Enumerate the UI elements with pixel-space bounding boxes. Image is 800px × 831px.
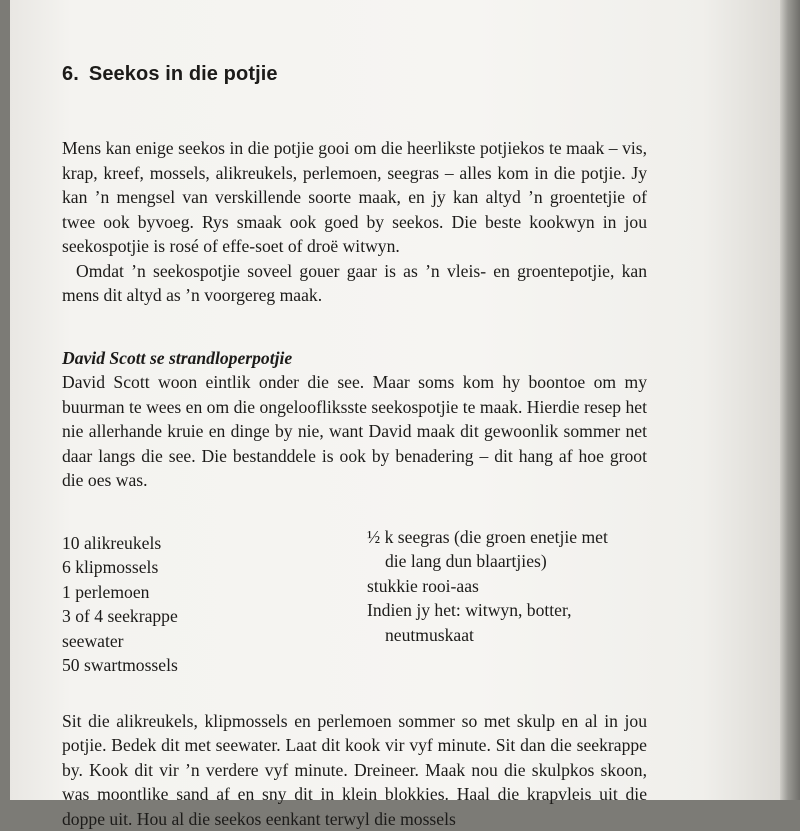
ingredients-list bbox=[62, 531, 647, 681]
ingredients-left-column bbox=[62, 531, 352, 678]
ingredient-item: seewater bbox=[62, 629, 352, 654]
ingredient-item-continuation: die lang dun blaartjies) bbox=[367, 549, 657, 574]
ingredient-item: ½ k seegras (die groen enetjie met bbox=[367, 525, 657, 550]
recipe-description: David Scott woon eintlik onder die see. Maar soms kom hy boontoe om my buurman te wees en om die ongeloofliksste seekospotjie te maak. Hierdie resep het nie allerhande kruie en dinge by nie, want David maak dit gewoonlik sommer net daar langs die see. Die bestanddele is ook by benadering – dit hang af hoe groot die oes was. bbox=[62, 370, 647, 493]
ingredient-item: 50 swartmossels bbox=[62, 653, 352, 678]
intro-paragraph-2: Omdat ’n seekospotjie soveel gouer gaar is as ’n vleis- en groentepotjie, kan mens dit altyd as ’n voorgereg maak. bbox=[62, 259, 647, 308]
ingredient-item: 1 perlemoen bbox=[62, 580, 352, 605]
ingredient-item: Indien jy het: witwyn, botter, bbox=[367, 598, 657, 623]
chapter-number: 6. bbox=[62, 63, 79, 85]
page-content bbox=[62, 60, 647, 831]
ingredient-item: stukkie rooi-aas bbox=[367, 574, 657, 599]
ingredients-right-column bbox=[367, 525, 657, 648]
ingredient-item: 10 alikreukels bbox=[62, 531, 352, 556]
recipe-title: David Scott se strandloperpotjie bbox=[62, 346, 647, 371]
intro-paragraph-1: Mens kan enige seekos in die potjie gooi om die heerlikste potjiekos te maak – vis, krap, kreef, mossels, alikreukels, perlemoen, seegras – alles kom in die potjie. Jy kan ’n mengsel van verskillende soorte maak, en jy kan altyd ’n groentetjie of twee ook byvoeg. Rys smaak ook goed by seekos. Die beste kookwyn in jou seekospotjie is rosé of effe-soet of droë witwyn. bbox=[62, 136, 647, 259]
page-edge bbox=[780, 0, 800, 800]
ingredient-item: 6 klipmossels bbox=[62, 555, 352, 580]
ingredient-item-continuation: neutmuskaat bbox=[367, 623, 657, 648]
ingredient-item: 3 of 4 seekrappe bbox=[62, 604, 352, 629]
book-page bbox=[10, 0, 780, 800]
chapter-heading bbox=[62, 60, 647, 88]
method-paragraph: Sit die alikreukels, klipmossels en perlemoen sommer so met skulp en al in jou potjie. Bedek dit met seewater. Laat dit kook vir vyf minute. Sit dan die seekrappe by. Kook dit vir ’n verdere vyf minute. Dreineer. Maak nou die skulpkos skoon, was moontlike sand af en sny dit in klein blokkies. Haal die krapvleis uit die doppe uit. Hou al die seekos eenkant terwyl die mossels bbox=[62, 709, 647, 831]
chapter-title: Seekos in die potjie bbox=[89, 63, 278, 85]
